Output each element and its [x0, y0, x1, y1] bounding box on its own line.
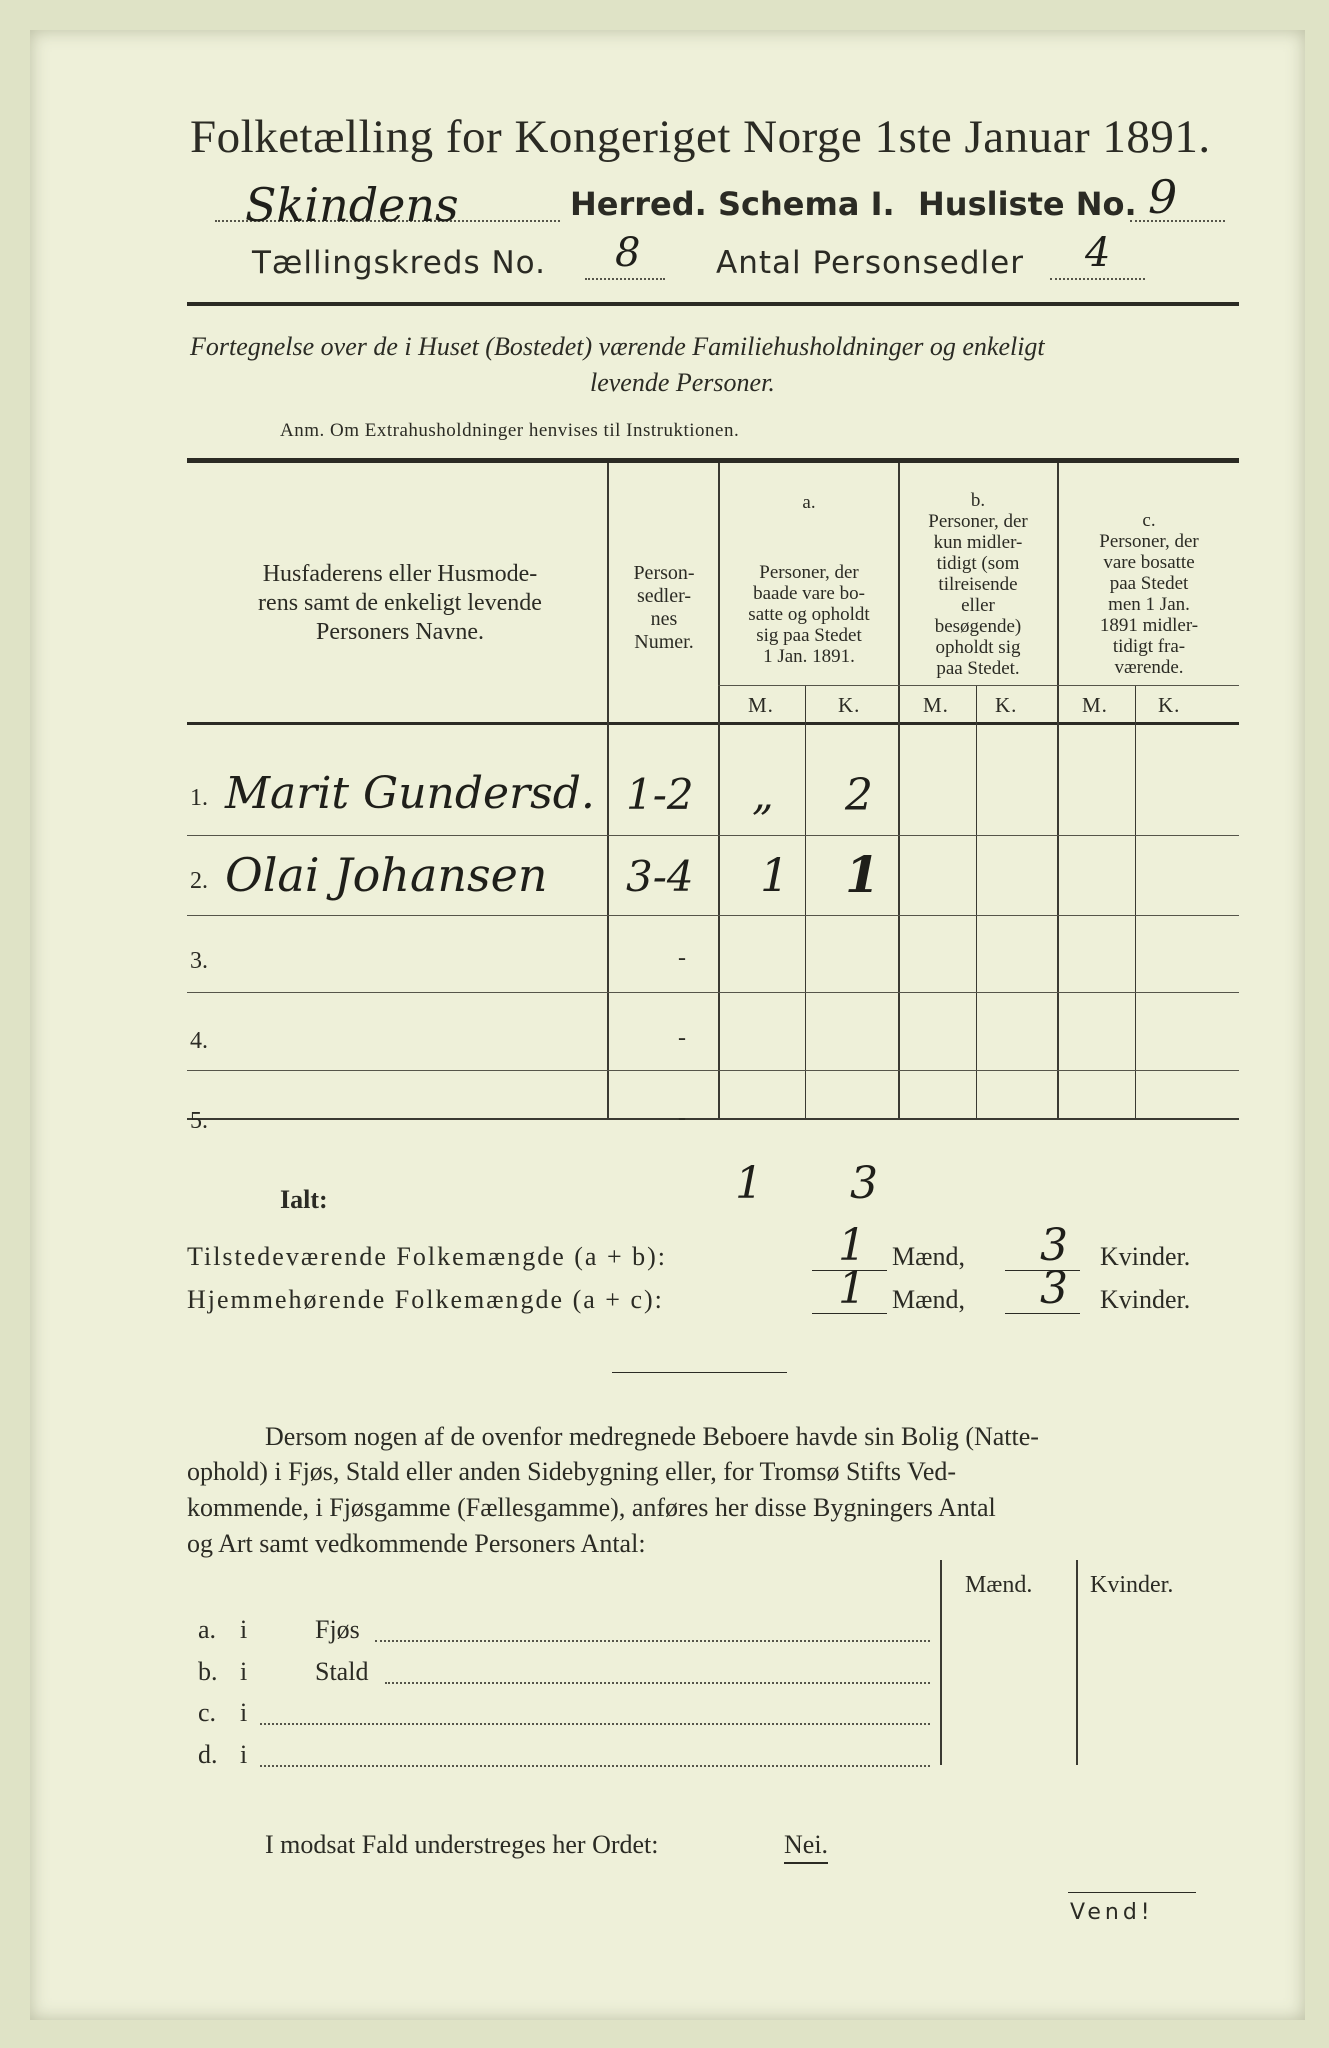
ob-c-prep: i	[240, 1698, 248, 1727]
header-rule	[187, 302, 1239, 306]
ob-b-label: Stald	[315, 1657, 369, 1686]
intro-line1: Fortegnelse over de i Huset (Bostedet) værende Familiehusholdninger og enkeligt	[190, 332, 1045, 361]
row-2-name: Olai Johansen	[225, 848, 548, 902]
ob-d-letter: d.	[198, 1740, 218, 1769]
row-2-num: 2.	[190, 868, 208, 894]
ob-a-prep: i	[240, 1615, 248, 1644]
ob-d-prep: i	[240, 1740, 248, 1769]
col-divider-a-mk	[805, 685, 806, 1118]
para-line3: kommende, i Fjøsgamme (Fællesgamme), anføres her disse Bygningers Antal	[187, 1493, 996, 1522]
tilstede-m: 1	[838, 1220, 866, 1271]
antal-dotline	[1050, 278, 1145, 280]
tilstede-label: Tilstedeværende Folkemængde (a + b):	[187, 1242, 667, 1271]
table-header-rule	[187, 722, 1239, 725]
para-line4: og Art samt vedkommende Personers Antal:	[187, 1529, 646, 1558]
row-1-a-k: 2	[845, 770, 873, 821]
col-a-letter: a.	[802, 492, 816, 513]
row-2-a-m: 1	[760, 848, 790, 902]
row-1-a-m: „	[752, 770, 774, 819]
hjemme-kvinder: Kvinder.	[1100, 1285, 1191, 1314]
census-form-sheet	[30, 30, 1305, 2020]
a-m-label: M.	[748, 693, 774, 717]
antal-label: Antal Personsedler	[716, 245, 1024, 281]
row-2-line	[187, 915, 1239, 916]
ob-b-letter: b.	[198, 1657, 218, 1686]
vend-rule	[1068, 1892, 1196, 1893]
husliste-label: Husliste No.	[918, 185, 1137, 223]
col-a-header: Personer, der baade vare bo- satte og opholdt sig paa Stedet 1 Jan. 1891.	[748, 562, 870, 667]
row-1-sedler: 1-2	[626, 770, 694, 819]
tilstede-k: 3	[1040, 1220, 1068, 1271]
tilstede-maend: Mænd,	[892, 1242, 965, 1271]
ob-divider-1	[940, 1560, 942, 1765]
a-k-label: K.	[838, 693, 861, 717]
ob-col-kvinder: Kvinder.	[1090, 1572, 1174, 1598]
row-5-sedler: -	[678, 1105, 686, 1131]
ialt-k: 3	[850, 1158, 878, 1209]
table-bottom-rule	[187, 1118, 1239, 1120]
table-top-rule	[187, 458, 1239, 463]
row-2-a-k: 1	[845, 845, 880, 904]
row-1-name: Marit Gundersd.	[225, 768, 595, 819]
intro-line2: levende Personer.	[590, 368, 775, 397]
ob-divider-2	[1076, 1560, 1078, 1765]
col-c-header: c. Personer, der vare bosatte paa Stedet men 1 Jan. 1891 midler- tidigt fra- værende.	[1099, 510, 1199, 678]
row-3-num: 3.	[190, 948, 208, 974]
row-3-line	[187, 992, 1239, 993]
col-b-header: b. Personer, der kun midler- tidigt (som tilreisende eller besøgende) opholdt sig paa Stedet.	[928, 490, 1028, 679]
kreds-value: 8	[615, 230, 641, 276]
ob-a-label: Fjøs	[315, 1615, 360, 1644]
hjemme-m: 1	[838, 1263, 866, 1314]
col-divider-b-mk	[976, 685, 977, 1118]
ob-b-prep: i	[240, 1657, 248, 1686]
ob-col-maend: Mænd.	[965, 1572, 1033, 1598]
row-4-num: 4.	[190, 1028, 208, 1054]
intro-note: Anm. Om Extrahusholdninger henvises til Instruktionen.	[280, 420, 740, 441]
ob-c-dots	[260, 1723, 930, 1725]
husliste-dotline	[1130, 220, 1225, 222]
hjemme-maend: Mænd,	[892, 1285, 965, 1314]
husliste-value: 9	[1148, 170, 1178, 224]
vend-text: Vend!	[1070, 1900, 1154, 1925]
row-1-num: 1.	[190, 785, 208, 811]
ialt-m: 1	[735, 1158, 763, 1209]
herred-name: Skindens	[245, 178, 459, 232]
col-num-header: Person- sedler- nes Numer.	[633, 562, 695, 653]
closing-text: I modsat Fald understreges her Ordet:	[265, 1830, 659, 1859]
row-1-line	[187, 835, 1239, 836]
hjemme-label: Hjemmehørende Folkemængde (a + c):	[187, 1285, 664, 1314]
b-k-label: K.	[995, 693, 1018, 717]
herred-label: Herred.	[570, 185, 707, 223]
row-3-sedler: -	[678, 945, 686, 971]
kreds-dotline	[585, 278, 665, 280]
ob-a-dots	[375, 1640, 930, 1642]
para-line2: ophold) i Fjøs, Stald eller anden Sidebygning eller, for Tromsø Stifts Ved-	[187, 1457, 957, 1486]
schema-label: Schema I.	[718, 185, 895, 223]
ob-b-dots	[385, 1682, 930, 1684]
para-line1: Dersom nogen af de ovenfor medregnede Beboere havde sin Bolig (Natte-	[265, 1422, 1039, 1451]
kreds-label: Tællingskreds No.	[252, 245, 546, 281]
closing-word: Nei.	[784, 1830, 828, 1864]
row-2-sedler: 3-4	[626, 852, 694, 901]
row-5-num: 5.	[190, 1108, 208, 1134]
section-divider	[612, 1372, 787, 1373]
col-names-header: Husfaderens eller Husmode- rens samt de enkeligt levende Personers Navne.	[258, 561, 542, 645]
ob-c-letter: c.	[198, 1698, 217, 1727]
form-title: Folketælling for Kongeriget Norge 1ste Januar 1891.	[190, 111, 1211, 163]
col-divider-num	[718, 463, 720, 1118]
ialt-label: Ialt:	[280, 1185, 328, 1214]
tilstede-kvinder: Kvinder.	[1100, 1242, 1191, 1271]
c-k-label: K.	[1158, 693, 1181, 717]
ob-a-letter: a.	[198, 1615, 217, 1644]
mk-header-rule	[718, 685, 1239, 686]
b-m-label: M.	[923, 693, 949, 717]
ob-d-dots	[260, 1765, 930, 1767]
c-m-label: M.	[1082, 693, 1108, 717]
col-divider-c-mk	[1135, 685, 1136, 1118]
hjemme-k: 3	[1040, 1263, 1068, 1314]
antal-value: 4	[1085, 230, 1111, 276]
row-4-line	[187, 1070, 1239, 1071]
col-divider-names	[607, 463, 609, 1118]
row-4-sedler: -	[678, 1025, 686, 1051]
